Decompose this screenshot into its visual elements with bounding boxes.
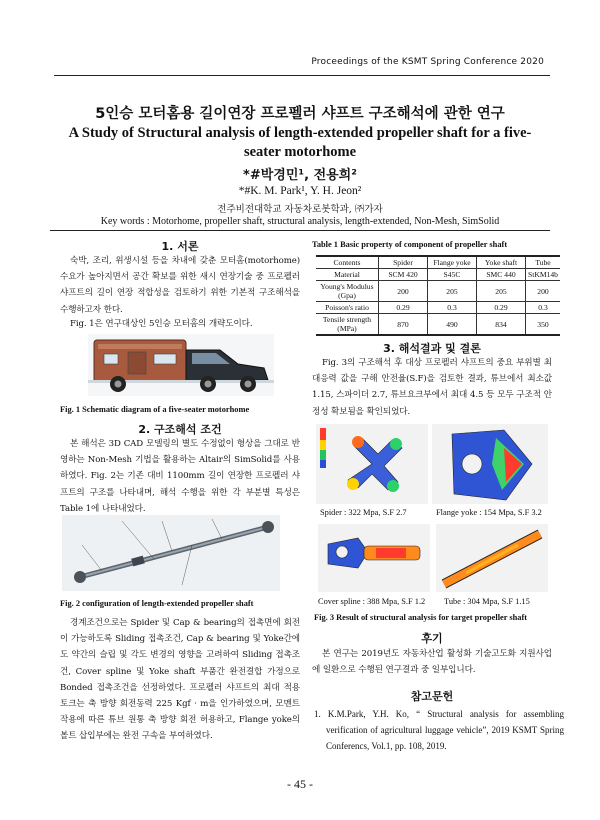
- table-cell: 200: [379, 281, 428, 302]
- table-cell: SMC 440: [477, 269, 526, 281]
- table-row: [316, 302, 560, 314]
- table-cell: SCM 420: [379, 269, 428, 281]
- table-cell: StKM14b: [526, 269, 561, 281]
- table-cell: 834: [477, 314, 526, 336]
- table-header-row: [316, 256, 560, 269]
- title-english: A Study of Structural analysis of length-extended propeller shaft for a five-seater motorhome: [68, 125, 532, 160]
- results-heading: 3. 해석결과 및 결론: [383, 342, 481, 355]
- authors-english: *#K. M. Park¹, Y. H. Jeon²: [238, 185, 362, 197]
- header-rule: [54, 75, 550, 76]
- reference-item: 1. K.M.Park, Y.H. Ko, “ Structural analysis for assembling verification of agricultural luggage vehicle”, 2019 KSMT Spring Conferencs, Vol.1, pp. 108, 2019.: [314, 709, 564, 751]
- tube-result-label: Tube : 304 Mpa, S.F 1.15: [444, 597, 530, 606]
- intro-paragraph: 숙박, 조리, 위생시설 등을 차내에 갖춘 모터홈(motorhome) 수요가 높아지면서 공간 확보를 위한 새시 연장기술 중 프로펠러 샤프트의 길이 연장 적합성을 검토하기 위한 기본적 구조해석을 수행하고자 한다.: [60, 256, 300, 315]
- spider-stress-image: [316, 424, 428, 504]
- table-cell: Material: [316, 269, 379, 281]
- table-cell: S45C: [428, 269, 477, 281]
- ack-heading: 후기: [421, 632, 443, 645]
- intro-paragraph-2: Fig. 1은 연구대상인 5인승 모터홈의 개략도이다.: [70, 319, 253, 329]
- fig3-caption: Fig. 3 Result of structural analysis for target propeller shaft: [314, 613, 528, 622]
- table-cell: 870: [379, 314, 428, 336]
- table-header-cell: Spider: [379, 256, 428, 269]
- properties-table: [316, 255, 560, 336]
- table-row: [316, 314, 560, 336]
- conference-header: Proceedings of the KSMT Spring Conference 2020: [311, 57, 544, 67]
- table-cell: 350: [526, 314, 561, 336]
- references-heading: 참고문헌: [410, 690, 454, 703]
- table-header-cell: Tube: [526, 256, 561, 269]
- propeller-shaft-figure: [62, 515, 280, 591]
- table-cell: Young's Modulus (Gpa): [316, 281, 379, 302]
- spider-result-label: Spider : 322 Mpa, S.F 2.7: [320, 508, 407, 517]
- flange-yoke-result-label: Flange yoke : 154 Mpa, S.F 3.2: [436, 508, 542, 517]
- authors-korean: *#박경민¹, 전용희²: [243, 168, 357, 183]
- table-cell: 205: [477, 281, 526, 302]
- flange-yoke-stress-image: [432, 424, 548, 504]
- table-row: [316, 281, 560, 302]
- intro-heading: 1. 서론: [161, 240, 199, 253]
- table-cell: 0.29: [379, 302, 428, 314]
- table-cell: 0.3: [526, 302, 561, 314]
- tube-stress-image: [436, 524, 548, 592]
- table-cell: Tensile strength (MPa): [316, 314, 379, 336]
- motorhome-figure: [88, 334, 274, 396]
- fig2-caption: Fig. 2 configuration of length-extended propeller shaft: [60, 599, 254, 608]
- table-cell: 200: [526, 281, 561, 302]
- ack-paragraph: 본 연구는 2019년도 자동차산업 활성화 기술고도화 지원사업에 일환으로 수행된 연구결과 중 일부입니다.: [312, 649, 552, 676]
- keywords: Key words : Motorhome, propeller shaft, structural analysis, length-extended, Non-Mesh, SimSolid: [50, 216, 550, 231]
- cover-spline-stress-image: [318, 524, 430, 592]
- fig1-caption: Fig. 1 Schematic diagram of a five-seater motorhome: [60, 405, 250, 414]
- table1-caption: Table 1 Basic property of component of propeller shaft: [312, 240, 508, 249]
- cover-spline-result-label: Cover spline : 388 Mpa, S.F 1.2: [318, 597, 426, 606]
- affiliation: 전주비전대학교 자동차로봇학과, ㈜가자: [217, 204, 383, 215]
- boundary-paragraph: 경계조건으로는 Spider 및 Cap & bearing의 접촉면에 회전이 가능하도록 Sliding 접촉조건, Cap & bearing 및 Yoke간에도 약간의 슬립 및 각도 변경의 영향을 고려하여 Sliding 접촉조건, Cover spline 및 Yoke shaft 부품간 완전결합 가정으로 Bonded 접촉조건을 선정하였다. 프로펠러 샤프트의 최대 적용 토크는 축 방향 회전동력 225 Kgf · m을 인가하였으며, 모멘트 작용에 따른 튜브 원통 축 방향 회전 허용하고, Flange yoke의 볼트 삽입부에는 완전 구속을 부여하였다.: [60, 618, 300, 742]
- table-cell: 205: [428, 281, 477, 302]
- conditions-paragraph: 본 해석은 3D CAD 모델링의 별도 수정없이 형상을 그대로 반영하는 Non-Mesh 기법을 활용하는 Altair의 SimSolid를 사용하였다. Fig. 2는 기존 대비 1100mm 길이 연장한 프로펠러 샤프트의 구조를 나타내며, 해석 수행을 위한 각 부분별 특성은 Table 1에 나타내었다.: [60, 439, 300, 514]
- conditions-heading: 2. 구조해석 조건: [138, 423, 222, 436]
- table-cell: Poisson's ratio: [316, 302, 379, 314]
- table-cell: 0.3: [428, 302, 477, 314]
- table-header-cell: Contents: [316, 256, 379, 269]
- table-cell: 0.29: [477, 302, 526, 314]
- table-header-cell: Yoke shaft: [477, 256, 526, 269]
- page-number: - 45 -: [287, 777, 313, 791]
- table-cell: 490: [428, 314, 477, 336]
- title-korean: 5인승 모터홈용 길이연장 프로펠러 샤프트 구조해석에 관한 연구: [95, 106, 505, 122]
- results-paragraph: Fig. 3의 구조해석 후 대상 프로펠러 샤프트의 중요 부위별 최대응력 값을 구해 안전율(S.F)을 검토한 결과, 튜브에서 최소값 1.15, 스파이더 2.7, 튜브요크부에서 최대 4.5 등 모두 구조적 안정성 확보됨을 확인되었다.: [312, 358, 552, 417]
- table-row: [316, 269, 560, 281]
- table-header-cell: Flange yoke: [428, 256, 477, 269]
